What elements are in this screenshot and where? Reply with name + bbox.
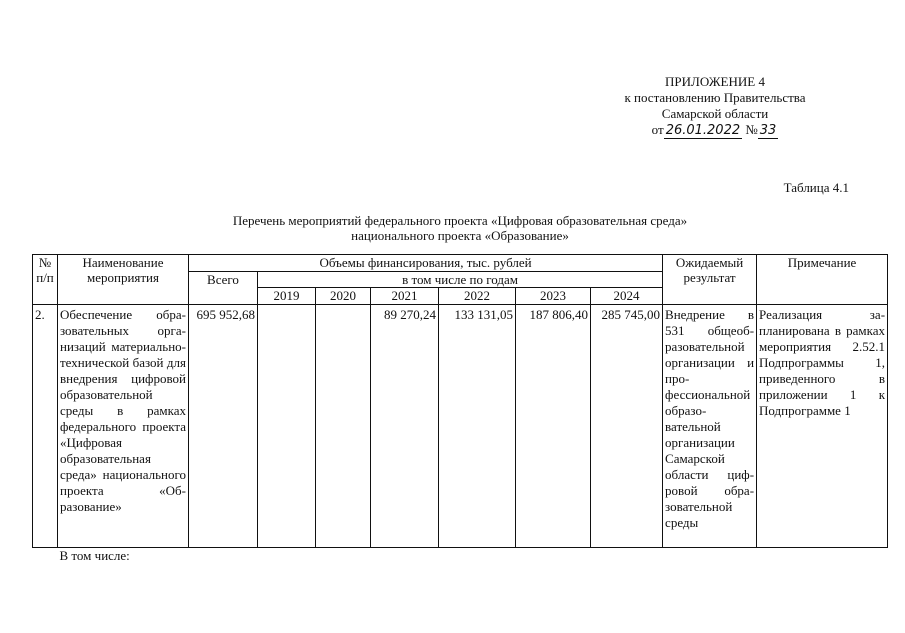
table-row xyxy=(33,305,888,548)
row-name: Обеспечение образовательных организаций материально-технической базой для внедрения цифровой образовательной среды в рамках федерального проекта «Цифровая образовательная среда» национального проекта «Образование» xyxy=(58,305,189,548)
header-num: № п/п xyxy=(33,255,58,305)
row-2021: 89 270,24 xyxy=(371,305,439,548)
row-note: Реализация запланирована в рамках мероприятия 2.52.1 Подпрограммы 1, приведенного в приложении 1 к Подпрограмме 1 xyxy=(757,305,888,548)
header-year-2024: 2024 xyxy=(591,288,663,305)
title-line-2: национального проекта «Образование» xyxy=(351,228,569,243)
appendix-title: ПРИЛОЖЕНИЕ 4 xyxy=(665,74,765,89)
appendix-date-number xyxy=(585,122,845,139)
header-result: Ожидаемый результат xyxy=(663,255,757,305)
document-title xyxy=(150,213,770,243)
title-line-1: Перечень мероприятий федерального проекта «Цифровая образовательная среда» xyxy=(232,213,688,228)
header-by-years: в том числе по годам xyxy=(258,272,663,288)
header-note: Примечание xyxy=(757,255,888,305)
resolution-date: 26.01.2022 xyxy=(665,123,741,138)
header-year-2021: 2021 xyxy=(371,288,439,305)
row-2022: 133 131,05 xyxy=(439,305,516,548)
appendix-resolution: к постановлению Правительства xyxy=(624,90,806,105)
row-total: 695 952,68 xyxy=(189,305,258,548)
appendix-block xyxy=(585,74,845,139)
row-num: 2. xyxy=(33,305,58,548)
header-year-2019: 2019 xyxy=(258,288,316,305)
header-funding: Объемы финансирования, тыс. рублей xyxy=(189,255,663,272)
including-label: В том числе: xyxy=(59,548,130,563)
from-label: от xyxy=(651,122,664,137)
sub-row xyxy=(33,548,888,565)
row-result: Внедрение в 531 общеобразовательной организации и профессиональной образовательной организации Самарской области цифровой образовательной среды xyxy=(663,305,757,548)
header-total: Всего xyxy=(189,272,258,305)
row-2023: 187 806,40 xyxy=(516,305,591,548)
row-2024: 285 745,00 xyxy=(591,305,663,548)
header-year-2023: 2023 xyxy=(516,288,591,305)
activities-table xyxy=(32,254,888,564)
header-year-2020: 2020 xyxy=(316,288,371,305)
resolution-number: 33 xyxy=(759,123,777,138)
table-label: Таблица 4.1 xyxy=(783,180,849,195)
row-2019 xyxy=(258,305,316,548)
header-year-2022: 2022 xyxy=(439,288,516,305)
appendix-region: Самарской области xyxy=(661,106,769,121)
header-name: Наименование мероприятия xyxy=(58,255,189,305)
number-label: № xyxy=(745,122,758,137)
row-2020 xyxy=(316,305,371,548)
